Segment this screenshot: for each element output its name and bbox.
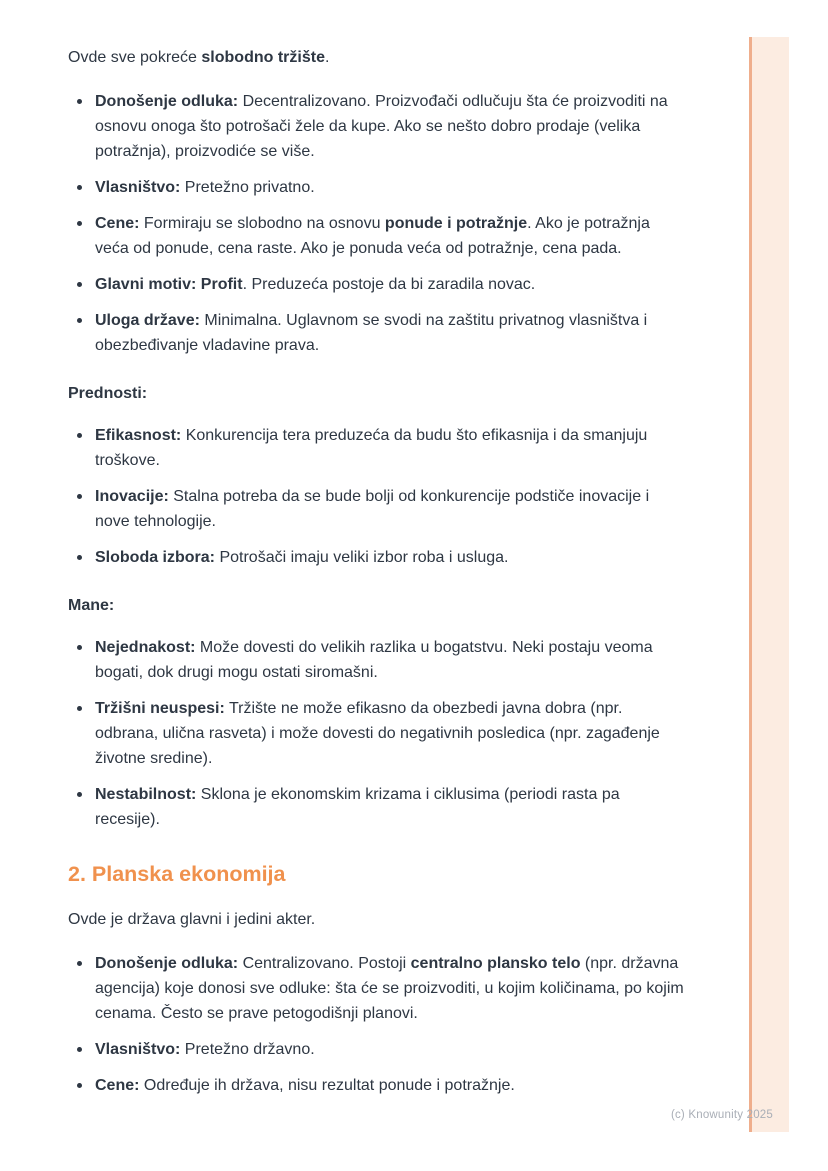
text-run: Potrošači imaju veliki izbor roba i usluga. [215,549,509,566]
text-run: Minimalna. Uglavnom se svodi na zaštitu privatnog vlasništva i obezbeđivanje vladavine prava. [95,312,648,354]
bold-text-run: Donošenje odluka: [95,955,239,972]
bold-text-run: ponude i potražnje [384,215,528,232]
text-run: Određuje ih država, nisu rezultat ponude i potražnje. [139,1077,515,1094]
bold-text-run: slobodno tržište [201,49,325,66]
sub-heading [68,593,688,618]
bold-text-run: Nestabilnost: [95,786,197,803]
text-run: 2. Planska ekonomija [68,862,286,886]
bold-text-run: Uloga države: [95,312,200,329]
text-run: Tržište ne može efikasno da obezbedi javna dobra (npr. odbrana, ulična rasveta) i može dovesti do negativnih posledica (npr. zagađenje životne sredine). [95,700,660,767]
list-item [68,1073,688,1098]
bold-text-run: Efikasnost: [95,427,182,444]
bold-text-run: Vlasništvo: [95,179,181,196]
list-item [68,545,688,570]
bold-text-run: Donošenje odluka: [95,93,239,110]
bold-text-run: centralno plansko telo [410,955,581,972]
text-run: Stalna potreba da se bude bolji od konkurencije podstiče inovacije i nove tehnologije. [95,488,650,530]
list-item [68,951,688,1026]
list-item [68,635,688,685]
bold-text-run: Inovacije: [95,488,169,505]
text-run: Pretežno privatno. [180,179,315,196]
text-run: Ovde sve pokreće [68,49,202,66]
bold-text-run: Cene: [95,215,140,232]
list-item [68,272,688,297]
list-item [68,211,688,261]
section-heading [68,859,688,889]
document-body [68,45,688,1119]
paragraph [68,45,688,70]
sub-heading [68,381,688,406]
list-item [68,308,688,358]
copyright-watermark: (c) Knowunity 2025 [670,1109,773,1121]
right-margin-stripe [749,37,789,1132]
bold-text-run: Vlasništvo: [95,1041,181,1058]
bold-text-run: Tržišni neuspesi: [95,700,225,717]
text-run: Pretežno državno. [180,1041,315,1058]
bullet-list [68,635,688,832]
text-run: . Preduzeća postoje da bi zaradila novac. [242,276,536,293]
bold-text-run: Mane: [68,597,115,614]
text-run: Decentralizovano. Proizvođači odlučuju šta će proizvoditi na osnovu onoga što potrošači žele da kupe. Ako se nešto dobro prodaje (velika potražnja), proizvodiće se više. [95,93,668,160]
text-run: . Ako je potražnja veća od ponude, cena raste. Ako je ponuda veća od potražnje, cena pada. [95,215,650,257]
list-item [68,1037,688,1062]
list-item [68,89,688,164]
bold-text-run: Prednosti: [68,385,148,402]
bullet-list [68,89,688,358]
text-run: Sklona je ekonomskim krizama i ciklusima (periodi rasta pa recesije). [95,786,620,828]
list-item [68,696,688,771]
bold-text-run: Cene: [95,1077,140,1094]
text-run: (npr. državna agencija) koje donosi sve odluke: šta će se proizvoditi, u kojim količinama, po kojim cenama. Često se prave petogodišnji planovi. [95,955,684,1022]
text-run: Formiraju se slobodno na osnovu [139,215,385,232]
bullet-list [68,951,688,1098]
bold-text-run: Glavni motiv: Profit [95,276,243,293]
text-run: Centralizovano. Postoji [238,955,411,972]
text-run: Ovde je država glavni i jedini akter. [68,911,316,928]
paragraph [68,907,688,932]
list-item [68,175,688,200]
bold-text-run: Sloboda izbora: [95,549,215,566]
list-item [68,423,688,473]
list-item [68,484,688,534]
text-run: . [324,49,330,66]
list-item [68,782,688,832]
bullet-list [68,423,688,570]
text-run: Može dovesti do velikih razlika u bogatstvu. Neki postaju veoma bogati, dok drugi mogu ostati siromašni. [95,639,653,681]
bold-text-run: Nejednakost: [95,639,196,656]
text-run: Konkurencija tera preduzeća da budu što efikasnija i da smanjuju troškove. [95,427,648,469]
